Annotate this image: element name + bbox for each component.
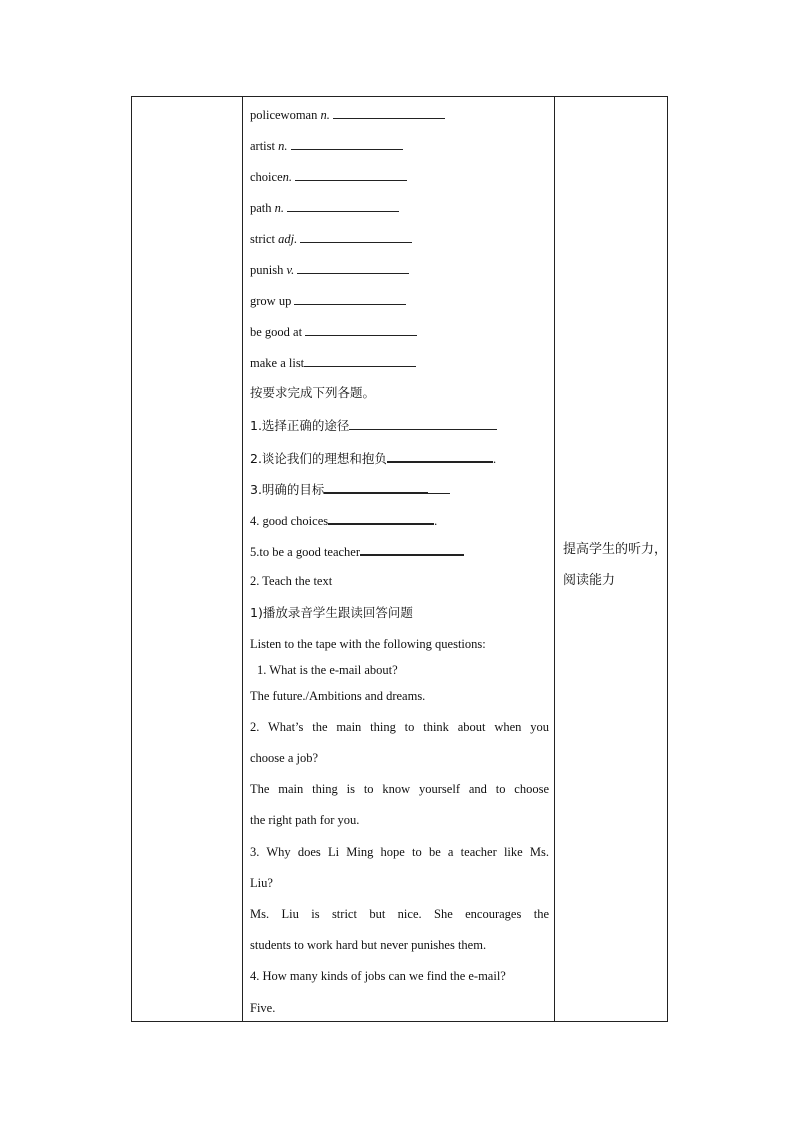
vocab-pos: n. — [282, 170, 292, 184]
answer-blank[interactable] — [294, 292, 406, 305]
vocab-line — [250, 168, 407, 185]
question-3-line2: Liu? — [250, 876, 273, 890]
answer-3-line1: Ms. Liu is strict but nice. She encourages the — [250, 907, 549, 921]
answer-blank[interactable] — [287, 199, 399, 212]
question-2-line1: 2. What’s the main thing to think about when you — [250, 720, 549, 734]
vocab-line — [250, 261, 409, 278]
answer-2-line2: the right path for you. — [250, 813, 360, 827]
column-divider-left — [242, 97, 243, 1021]
task-heading: 按要求完成下列各题。 — [250, 385, 376, 400]
vocab-line — [250, 230, 412, 247]
vocab-line — [250, 106, 445, 123]
answer-blank[interactable] — [349, 417, 497, 430]
task-line — [250, 511, 437, 529]
task-text: 2.谈论我们的理想和抱负 — [250, 451, 387, 466]
vocab-line — [250, 199, 399, 216]
task-line — [250, 480, 450, 498]
answer-1: The future./Ambitions and dreams. — [250, 689, 426, 703]
answer-3-line2: students to work hard but never punishes them. — [250, 938, 487, 952]
answer-blank[interactable] — [360, 542, 464, 556]
vocab-line — [250, 292, 406, 309]
task-text: 5.to be a good teacher — [250, 545, 361, 559]
question-1: 1. What is the e-mail about? — [257, 663, 398, 677]
task-trail: . — [492, 452, 497, 466]
answer-2-line1: The main thing is to know yourself and to choose — [250, 782, 549, 796]
step-play-tape: 1)播放录音学生跟读回答问题 — [250, 605, 413, 620]
answer-blank[interactable] — [333, 106, 445, 119]
answer-blank[interactable] — [291, 137, 403, 150]
task-line — [250, 542, 464, 560]
answer-blank[interactable] — [300, 230, 412, 243]
vocab-pos: adj. — [278, 232, 298, 246]
vocab-pos: n. — [274, 201, 285, 215]
answer-blank[interactable] — [305, 323, 417, 336]
vocab-word: artist — [250, 139, 275, 153]
vocab-word: choice — [250, 170, 283, 184]
task-text: 1.选择正确的途径 — [250, 418, 350, 433]
answer-blank[interactable] — [387, 449, 493, 463]
vocab-line — [250, 323, 417, 340]
purpose-line2: 阅读能力 — [563, 573, 616, 588]
lesson-table — [131, 96, 668, 1022]
answer-blank-tail — [428, 481, 450, 494]
vocab-word: make a list — [250, 356, 305, 370]
vocab-line — [250, 354, 416, 371]
task-line — [250, 417, 497, 434]
task-line — [250, 449, 496, 467]
answer-blank[interactable] — [324, 480, 428, 494]
vocab-pos: n. — [278, 139, 288, 153]
question-4: 4. How many kinds of jobs can we find the e-mail? — [250, 969, 506, 983]
task-text: 4. good choices — [250, 514, 329, 528]
answer-4: Five. — [250, 1001, 276, 1015]
vocab-line — [250, 137, 403, 154]
vocab-word: punish — [250, 263, 284, 277]
vocab-pos: n. — [320, 108, 330, 122]
column-divider-right — [554, 97, 555, 1021]
vocab-word: path — [250, 201, 272, 215]
section-teach-text: 2. Teach the text — [250, 574, 333, 588]
task-trail: . — [434, 514, 438, 528]
vocab-word: grow up — [250, 294, 292, 308]
answer-blank[interactable] — [297, 261, 409, 274]
vocab-word: be good at — [250, 325, 303, 339]
task-text: 3.明确的目标 — [250, 482, 325, 497]
answer-blank[interactable] — [328, 511, 434, 525]
vocab-word: strict — [250, 232, 275, 246]
answer-blank[interactable] — [295, 168, 407, 181]
answer-blank[interactable] — [304, 354, 416, 367]
vocab-word: policewoman — [250, 108, 318, 122]
purpose-line1: 提高学生的听力， — [563, 542, 668, 557]
question-2-line2: choose a job? — [250, 751, 319, 765]
vocab-pos: v. — [286, 263, 295, 277]
listen-intro: Listen to the tape with the following questions: — [250, 637, 486, 651]
question-3-line1: 3. Why does Li Ming hope to be a teacher like Ms. — [250, 845, 549, 859]
